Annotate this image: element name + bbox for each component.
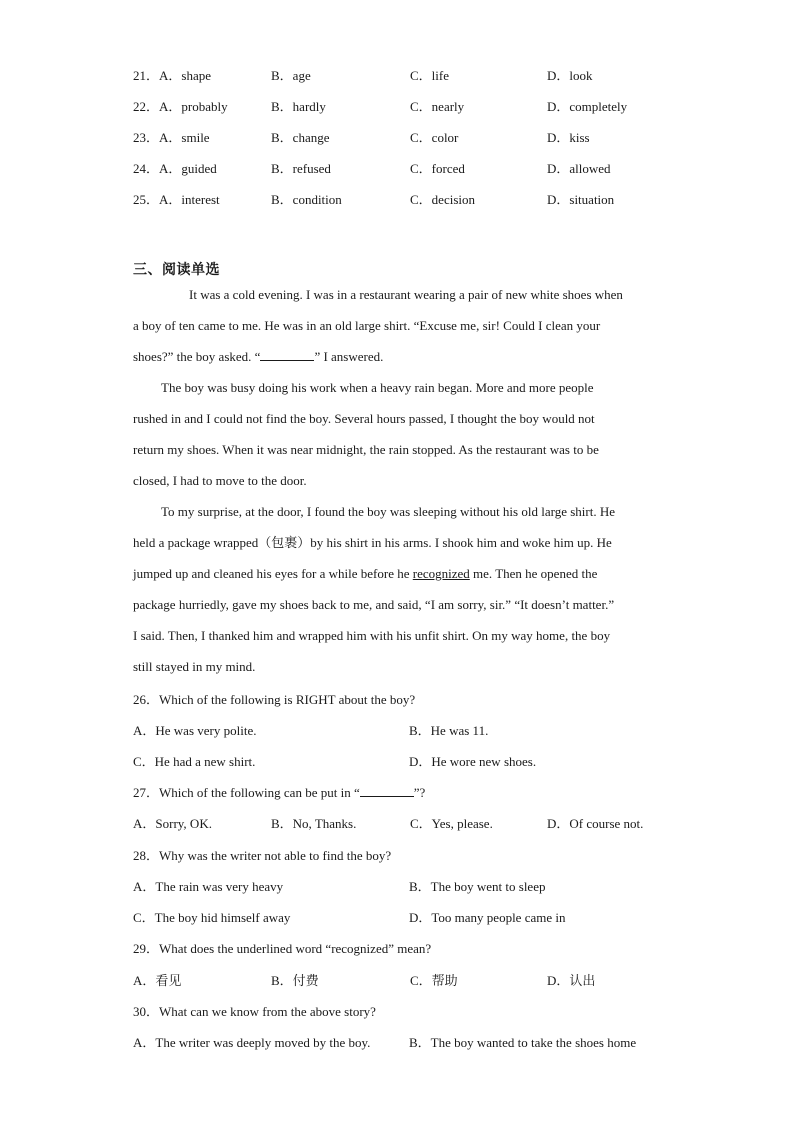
option-letter: A． bbox=[159, 99, 182, 114]
option-letter: C． bbox=[410, 161, 432, 176]
option-b[interactable]: B．He was 11. bbox=[409, 723, 489, 738]
passage-line: package hurriedly, gave my shoes back to me, and said, “I am sorry, sir.” “It doesn’t matter.” bbox=[133, 597, 615, 612]
option-a[interactable]: A．The writer was deeply moved by the boy. bbox=[133, 1035, 371, 1050]
option-text: smile bbox=[181, 130, 210, 145]
option-text: kiss bbox=[569, 130, 590, 145]
question-stem: 29．What does the underlined word “recognized” mean? bbox=[133, 941, 432, 956]
option-text: color bbox=[431, 130, 459, 145]
option-c[interactable] bbox=[410, 159, 465, 179]
passage-line: closed, I had to move to the door. bbox=[133, 473, 307, 488]
option-b[interactable] bbox=[271, 159, 331, 179]
option-letter: A． bbox=[159, 192, 182, 207]
option-d[interactable] bbox=[547, 97, 627, 117]
option-a[interactable] bbox=[133, 159, 217, 179]
answer-blank bbox=[260, 347, 314, 361]
option-text: forced bbox=[431, 161, 465, 176]
option-letter: D． bbox=[547, 99, 570, 114]
option-text: decision bbox=[431, 192, 475, 207]
option-d[interactable] bbox=[547, 66, 593, 86]
option-text: life bbox=[431, 68, 449, 83]
option-text: interest bbox=[181, 192, 220, 207]
option-letter: B． bbox=[271, 99, 293, 114]
option-letter: D． bbox=[547, 161, 570, 176]
question-stem: 26．Which of the following is RIGHT about the boy? bbox=[133, 692, 416, 707]
option-text: situation bbox=[569, 192, 615, 207]
option-a[interactable]: A．Sorry, OK. bbox=[133, 816, 212, 831]
question-number: 22． bbox=[133, 99, 160, 114]
question-stem: 27．Which of the following can be put in “ ”? bbox=[133, 785, 426, 800]
question-number: 23． bbox=[133, 130, 160, 145]
option-c[interactable] bbox=[410, 66, 449, 86]
option-d[interactable]: D．认出 bbox=[547, 973, 596, 989]
option-b[interactable] bbox=[271, 66, 311, 86]
option-text: probably bbox=[181, 99, 228, 114]
option-c[interactable] bbox=[410, 97, 464, 117]
question-number: 25． bbox=[133, 192, 160, 207]
passage-line: To my surprise, at the door, I found the boy was sleeping without his old large shirt. He bbox=[161, 504, 615, 519]
option-d[interactable]: D．Of course not. bbox=[547, 816, 644, 831]
option-letter: C． bbox=[410, 192, 432, 207]
question-number: 21． bbox=[133, 68, 160, 83]
option-a[interactable] bbox=[133, 128, 210, 148]
option-a[interactable]: A．The rain was very heavy bbox=[133, 879, 284, 894]
reading-passage bbox=[133, 284, 663, 687]
underlined-word: recognized bbox=[412, 566, 470, 581]
option-b[interactable]: B．The boy wanted to take the shoes home bbox=[409, 1035, 637, 1050]
option-c[interactable] bbox=[410, 190, 475, 210]
option-c[interactable]: C．He had a new shirt. bbox=[133, 754, 256, 769]
option-a[interactable] bbox=[133, 66, 211, 86]
option-text: age bbox=[292, 68, 311, 83]
option-c[interactable]: C．帮助 bbox=[410, 973, 458, 989]
option-d[interactable]: D．He wore new shoes. bbox=[409, 754, 537, 769]
option-letter: A． bbox=[159, 161, 182, 176]
option-c[interactable]: C．The boy hid himself away bbox=[133, 910, 291, 925]
question-stem: 30．What can we know from the above story? bbox=[133, 1004, 376, 1019]
option-letter: B． bbox=[271, 161, 293, 176]
question-stem: 28．Why was the writer not able to find the boy? bbox=[133, 848, 392, 863]
passage-line: shoes?” the boy asked. “ ” I answered. bbox=[133, 349, 384, 364]
passage-line: still stayed in my mind. bbox=[133, 659, 256, 674]
option-d[interactable] bbox=[547, 128, 590, 148]
option-text: completely bbox=[569, 99, 628, 114]
option-b[interactable] bbox=[271, 128, 329, 148]
answer-blank bbox=[360, 783, 414, 797]
passage-line: rushed in and I could not find the boy. Several hours passed, I thought the boy would not bbox=[133, 411, 595, 426]
option-text: nearly bbox=[431, 99, 465, 114]
passage-line: held a package wrapped（包裹）by his shirt in his arms. I shook him and woke him up. He bbox=[133, 535, 612, 550]
option-letter: B． bbox=[271, 68, 293, 83]
passage-line: It was a cold evening. I was in a restaurant wearing a pair of new white shoes when bbox=[189, 287, 623, 302]
option-letter: A． bbox=[159, 130, 182, 145]
option-d[interactable]: D．Too many people came in bbox=[409, 910, 566, 925]
option-letter: D． bbox=[547, 68, 570, 83]
option-text: allowed bbox=[569, 161, 611, 176]
option-b[interactable]: B．付费 bbox=[271, 973, 319, 989]
option-letter: B． bbox=[271, 192, 293, 207]
passage-line: return my shoes. When it was near midnight, the rain stopped. As the restaurant was to be bbox=[133, 442, 599, 457]
option-text: condition bbox=[292, 192, 342, 207]
option-letter: C． bbox=[410, 68, 432, 83]
option-text: shape bbox=[181, 68, 212, 83]
option-b[interactable] bbox=[271, 190, 342, 210]
option-a[interactable]: A．看见 bbox=[133, 973, 182, 989]
option-b[interactable] bbox=[271, 97, 326, 117]
option-letter: C． bbox=[410, 130, 432, 145]
option-letter: D． bbox=[547, 130, 570, 145]
option-c[interactable]: C．Yes, please. bbox=[410, 816, 493, 831]
option-b[interactable]: B．The boy went to sleep bbox=[409, 879, 546, 894]
option-a[interactable]: A．He was very polite. bbox=[133, 723, 257, 738]
question-number: 24． bbox=[133, 161, 160, 176]
passage-line: jumped up and cleaned his eyes for a while before he recognized me. Then he opened the bbox=[133, 566, 598, 581]
option-a[interactable] bbox=[133, 190, 220, 210]
option-c[interactable] bbox=[410, 128, 458, 148]
option-letter: B． bbox=[271, 130, 293, 145]
option-letter: D． bbox=[547, 192, 570, 207]
section-title: 三、阅读单选 bbox=[133, 262, 220, 278]
option-d[interactable] bbox=[547, 190, 614, 210]
option-text: look bbox=[569, 68, 593, 83]
passage-line: a boy of ten came to me. He was in an old large shirt. “Excuse me, sir! Could I clean your bbox=[133, 318, 601, 333]
option-text: refused bbox=[292, 161, 331, 176]
option-b[interactable]: B．No, Thanks. bbox=[271, 816, 357, 831]
passage-line: The boy was busy doing his work when a heavy rain began. More and more people bbox=[161, 380, 594, 395]
option-letter: C． bbox=[410, 99, 432, 114]
option-text: guided bbox=[181, 161, 217, 176]
option-text: change bbox=[292, 130, 330, 145]
option-letter: A． bbox=[159, 68, 182, 83]
option-a[interactable] bbox=[133, 97, 228, 117]
option-d[interactable] bbox=[547, 159, 611, 179]
passage-line: I said. Then, I thanked him and wrapped him with his unfit shirt. On my way home, the boy bbox=[133, 628, 611, 643]
option-text: hardly bbox=[292, 99, 326, 114]
